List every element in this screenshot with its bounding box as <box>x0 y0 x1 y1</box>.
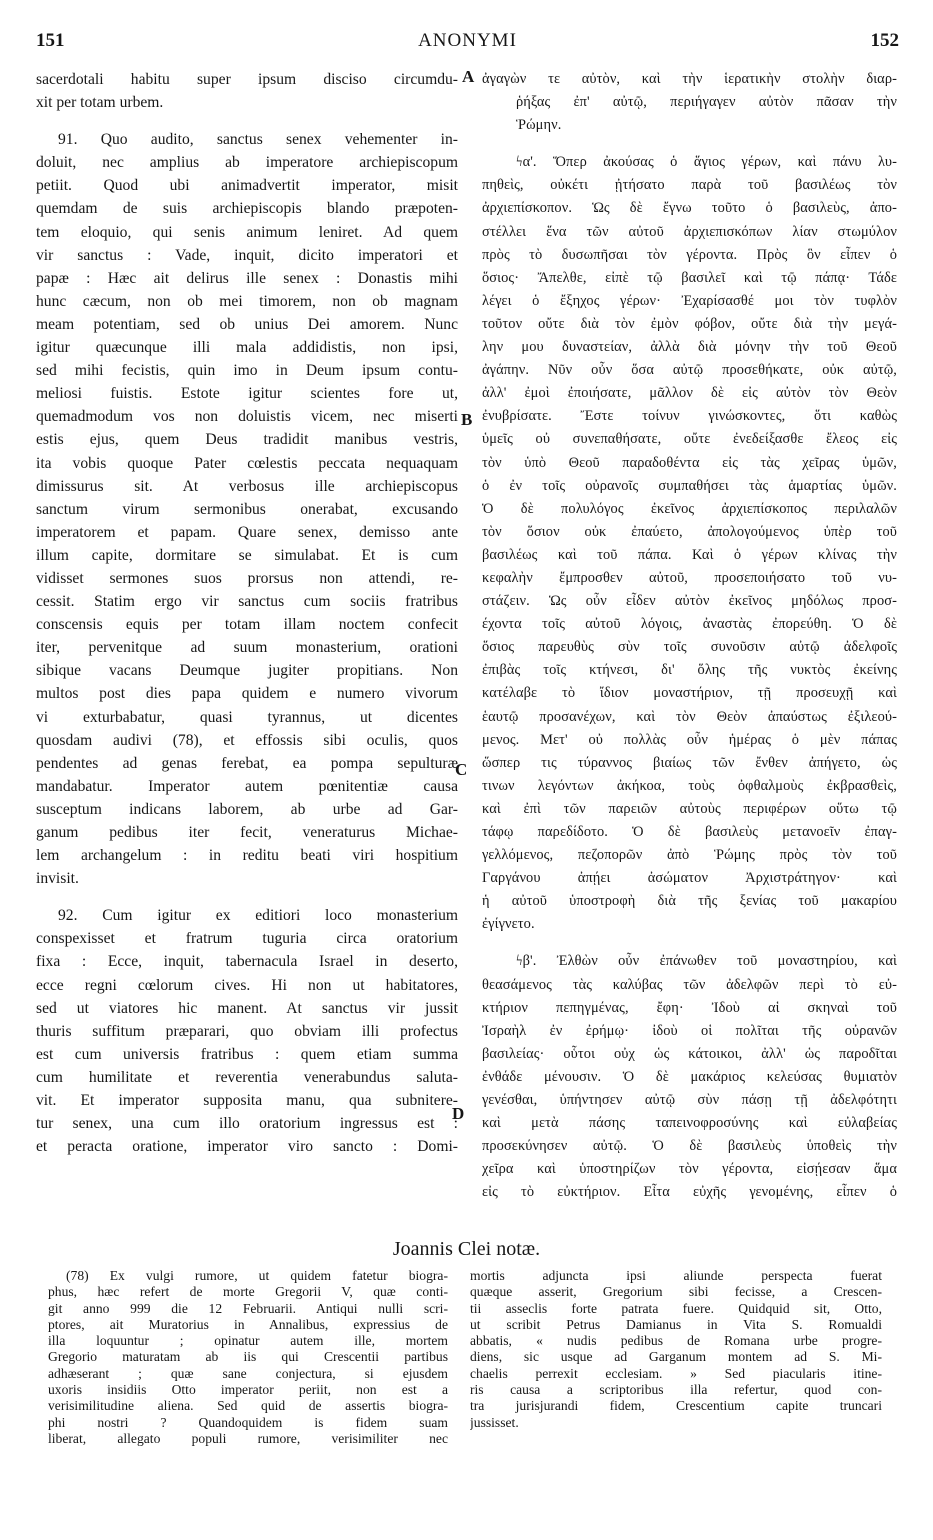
text-line: προσεκύνησεν αὐτῷ. Ὁ δὲ βασιλεὺς ὑποθεὶς τὴν <box>482 1138 897 1155</box>
text-line: πηθεὶς, οὐκέτι ᾐτήσατο παρὰ τοῦ βασιλέως τὸν <box>482 177 897 194</box>
text-line: quæque asserit, Gregorium sibi fecisse, a Crescen- <box>470 1284 882 1300</box>
text-line: λην μου δυναστείαν, ἀλλὰ διὰ μόνην τὴν τοῦ Θεοῦ <box>482 339 897 356</box>
text-line: Ἰσραὴλ ἐν ἐρήμῳ· ἰδοὺ οἱ πολῖται τῆς οὐρανῶν <box>482 1022 897 1039</box>
text-line: meam potentiam, sed ob unius Dei amorem. Nunc <box>36 315 458 333</box>
text-line: ϟβ'. Ἐλθὼν οὖν ἐπάνωθεν τοῦ μοναστηρίου, καὶ <box>516 953 897 970</box>
text-line: meliosi fuistis. Estote igitur scientes fore ut, <box>36 385 458 403</box>
text-line: uxoris insidiis Otto imperator periit, non est a <box>48 1382 448 1398</box>
text-line: τινων λεγόντων ἀκήκοα, τοὺς ὀφθαλμοὺς ἐκβρασθεὶς, <box>482 777 897 794</box>
text-line: jussisset. <box>470 1414 519 1430</box>
text-line: ὅσιος παρευθὺς σὺν τοῖς συνοῦσιν αὐτῷ ἀδελφοῖς <box>482 639 897 656</box>
notes-right-column <box>470 1268 882 1431</box>
text-line: et peracta oratione, imperator viro sancto : Domi- <box>36 1138 458 1156</box>
text-line: dimissurus sit. At verbosus ille archiepiscopus <box>36 477 458 495</box>
text-line: 92. Cum igitur ex editiori loco monasterium <box>58 907 458 925</box>
text-line: ecce regni cœlorum cives. Hi non ut habitatores, <box>36 976 458 994</box>
text-line: στέλλει ἕνα τῶν αὐτοῦ ἀρχιεπισκόπων λίαν στωμύλον <box>482 223 897 240</box>
text-line: τὸν ὅσιον οὐκ ἐπαύετο, ἀπολογούμενος ὑπὲρ τοῦ <box>482 523 897 540</box>
text-line: tem eloquio, qui senis animum leniret. Ad quem <box>36 223 458 241</box>
text-line: εἰς τὸ εὐκτήριον. Εἶτα εὐχῆς γενομένης, εἶπεν ὁ <box>482 1184 897 1201</box>
text-line: cum humilitate et reverentia venerabundus saluta- <box>36 1068 458 1086</box>
text-line: sed mihi fecistis, quin imo in Deum ipsum contu- <box>36 362 458 380</box>
text-line: κτήριον πεπηγμένας, ἔφη· Ἰδοὺ αἱ σκηναὶ τοῦ <box>482 999 897 1016</box>
margin-marker-a: A <box>462 67 475 86</box>
text-line: verisimilitudine aliena. Sed quid de assertis biogra- <box>48 1398 448 1414</box>
text-line: fixa : Ecce, inquit, tabernacula Israel in deserto, <box>36 953 458 971</box>
text-line: doluit, nec amplius ab imperatore archiepiscopum <box>36 154 458 172</box>
text-line: 91. Quo audito, sanctus senex vehementer in- <box>58 131 458 149</box>
text-line: βασιλέως καὶ τοῦ πάπα. Καὶ ὁ γέρων κλίνας τὴν <box>482 546 897 563</box>
text-line: θεασάμενος τὰς καλύβας τῶν ἀδελφῶν περὶ τὸ εὐ- <box>482 976 897 993</box>
text-line: στάζειν. Ὡς οὖν εἶδεν αὐτὸν ἐκεῖνος μηδόλως προσ- <box>482 593 897 610</box>
text-line: ἡ αὐτοῦ ὑποστροφὴ διὰ τῆς ξενίας τοῦ μακαρίου <box>482 893 897 910</box>
text-line: Ῥώμην. <box>516 117 562 134</box>
text-line: ut scribit Petrus Damianus in Vita S. Romualdi <box>470 1316 882 1332</box>
margin-marker-d: D <box>452 1104 465 1123</box>
latin-column <box>36 68 458 1158</box>
text-line: λέγει ὁ ἔξηχος γέρων· Ἐχαρίσασθέ μοι τὸν τυφλὸν <box>482 292 897 309</box>
text-line: hunc cæcum, non ob mei timorem, non ob magnam <box>36 292 458 310</box>
text-line: έχοντα τοῖς αὐτοῦ λόγοις, ἀναστὰς ἐπορεύθη. Ὁ δὲ <box>482 616 897 633</box>
text-line: sanctum virum sermonibus onerabat, excusando <box>36 500 458 518</box>
text-line: conspexisset et fratrum tuguria circa oratorium <box>36 930 458 948</box>
text-line: καὶ μετὰ πάσης ταπεινοφροσύνης καὶ εὐλαβείας <box>482 1115 897 1132</box>
text-line: mortis adjuncta ipsi aliunde perspecta fuerat <box>470 1268 882 1283</box>
text-line: tur senex, una cum illo oratorium ingressus est : <box>36 1115 458 1133</box>
text-line: thuris suffitum præparari, quo obviam illi profectus <box>36 1022 458 1040</box>
text-line: κατέλαβε τὸ ἴδιον μοναστήριον, τῇ προσευχῇ καὶ <box>482 685 897 702</box>
text-line: est cum universis fratribus : quem etiam summa <box>36 1045 458 1063</box>
text-line: illum capite, dormitare se simulabat. Et is cum <box>36 546 458 564</box>
text-line: mandabatur. Imperator autem pœnitentiæ causa <box>36 777 458 795</box>
text-line: pendentes ad genas ferebat, ea pompa sepulturæ <box>36 754 458 772</box>
running-header <box>36 30 899 54</box>
notes-left-column <box>48 1268 448 1447</box>
text-line: xit per totam urbem. <box>36 94 164 112</box>
text-line: γενέσθαι, ὑπήντησεν αὐτῷ σὺν πάσῃ τῇ ἀδελφότητι <box>482 1092 897 1109</box>
text-line: τὸν ὑπὸ Θεοῦ παραδοθέντα εἰς τὰς χεῖρας ὑμῶν, <box>482 454 897 471</box>
text-line: ganum pedibus iter fecit, veneraturus Michae- <box>36 824 458 841</box>
text-line: ἀλλ' ἐμοὶ ἐποιήσατε, μᾶλλον δὲ εἰς αὐτὸν τὸν Θεὸν <box>482 385 897 402</box>
text-line: ἀγάπην. Νῦν οὖν ὅσα αὐτῷ προσεθήκατε, οὐκ αὐτῷ, <box>482 362 897 379</box>
text-line: ἐγίγνετο. <box>482 916 535 933</box>
text-line: ἐπιβὰς τοῖς κτήνεσι, δι' ὅλης τῆς νυκτὸς ἐκείνης <box>482 662 897 679</box>
text-line: Ὁ δὲ πολυλόγος ἐκεῖνος ἀρχιεπίσκοπος περιλαλῶν <box>482 500 897 517</box>
text-line: susceptum indicans laborem, ab urbe ad Gar- <box>36 800 458 818</box>
text-line: papæ : Hæc ait delirus ille senex : Donastis mihi <box>36 269 458 287</box>
text-line: ῥήξας ἐπ' αὐτῷ, περιήγαγεν αὐτὸν πᾶσαν τὴν <box>516 94 897 111</box>
text-line: ἑαυτῷ προσανέχων, καὶ τὸν Θεὸν ἀπαύστως ἐξιλεού- <box>482 708 897 725</box>
text-line: ἐνθάδε μένουσιν. Ὁ δὲ μακάριος κελεύσας θυμιατὸν <box>482 1068 897 1085</box>
text-line: invisit. <box>36 870 79 888</box>
text-line: sacerdotali habitu super ipsum disciso circumdu- <box>36 71 458 88</box>
text-line: ὥσπερ τις τύραννος βιαίως τῶν ἔνθεν ἀπήγετο, ὡς <box>482 754 897 771</box>
text-line: quosdam audivi (78), et effossis sibi oculis, quos <box>36 731 458 749</box>
text-line: πρὸς τὸ δυσωπῆσαι τὸν γέροντα. Πρὸς ὃν εἶπεν ὁ <box>482 246 897 263</box>
text-line: imperatorem et papam. Quare senex, demisso ante <box>36 523 458 541</box>
text-line: liberat, allegato populi rumore, verisimiliter nec <box>48 1430 448 1446</box>
text-line: Gregorio maturatam ab iis qui Crescentii partibus <box>48 1349 448 1365</box>
text-line: abbatis, « nudis pedibus de Romana urbe progre- <box>470 1333 882 1349</box>
margin-marker-b: B <box>461 410 473 429</box>
text-line: μενος. Μετ' οὐ πολλὰς οὖν ἡμέρας ὁ μὲν πάπας <box>482 731 897 748</box>
text-line: vir sanctus : Vade, inquit, dicito imperatori et <box>36 246 458 264</box>
text-line: γελλόμενος, πεζοπορῶν ἀπὸ Ῥώμης πρὸς τὸν τοῦ <box>482 847 897 864</box>
text-line: ptores, ait Muratorius in Annalibus, expressius de <box>48 1316 448 1332</box>
running-title: ANONYMI <box>418 30 517 51</box>
text-line: καὶ ἐπὶ τῶν παρειῶν αὐτοὺς περιφέρων οὕτω τῷ <box>482 800 897 817</box>
text-line: ϟα'. Ὅπερ ἀκούσας ὁ ἅγιος γέρων, καὶ πάνυ λυ- <box>516 154 897 171</box>
text-line: ita vobis quoque Pater cœlestis peccata nequaquam <box>36 454 458 472</box>
greek-column <box>482 68 897 1205</box>
text-line: τάφῳ παρεδίδοτο. Ὁ δὲ βασιλεὺς μετανοεῖν ἐπαγ- <box>482 824 897 840</box>
text-line: ὑμεῖς οὐ συνεπαθήσατε, οὔτε ἐνεδείξασθε ἔλεος εἰς <box>482 431 897 448</box>
text-line: τοῦτον οὔτε διὰ τὸν ἐμὸν φόβον, οὔτε διὰ τὴν μεγά- <box>482 315 897 332</box>
text-line: χεῖρα καὶ ὑποστηρίζων τὸν γέροντα, εἰσῄεσαν ἅμα <box>482 1161 897 1178</box>
text-line: multos post dies papa quidem e numero vivorum <box>36 685 458 703</box>
text-line: diens, sic usque ad Garganum montem ad S. Mi- <box>470 1349 882 1365</box>
page-number-right: 152 <box>870 30 899 51</box>
margin-marker-c: C <box>455 760 468 779</box>
text-line: git anno 999 die 12 Februarii. Antiqui nulli scri- <box>48 1300 448 1316</box>
text-line: ὅσιος· Ἄπελθε, εἰπὲ τῷ βασιλεῖ καὶ τῷ πάπᾳ· Τάδε <box>482 269 897 286</box>
text-line: igitur quæcunque illi mala addidistis, non ipsi, <box>36 339 458 357</box>
text-line: ris causa a scriptoribus illa refertur, quod con- <box>470 1382 882 1398</box>
text-line: βασιλείας· οὗτοι οὐχ ὡς κάτοικοι, ἀλλ' ὡς παροδῖται <box>482 1045 897 1062</box>
text-line: κεφαλὴν ἔμπροσθεν αὐτοῦ, προσεποιήσατο τοῦ νυ- <box>482 569 897 586</box>
text-line: chaelis perrexit ecclesiam. » Sed piacularis itine- <box>470 1365 882 1381</box>
text-line: phi nostri ? Quandoquidem is fidem suam <box>48 1414 448 1430</box>
text-line: Γαργάνου ἀπῄει ἀσώματον Ἀρχιστράτηγον· καὶ <box>482 870 897 887</box>
text-line: iter, pervenitque ad suum monasterium, orationi <box>36 639 458 657</box>
text-line: tra jurisjurandi fidem, Crescentium capite truncari <box>470 1398 882 1414</box>
text-line: quemadmodum vos non doluistis vicem, nec miserti <box>36 408 458 426</box>
text-line: ἀγαγὼν τε αὐτὸν, καὶ τὴν ἱερατικὴν στολὴν διαρ- <box>482 71 897 87</box>
text-line: petiit. Quod ubi animadvertit imperator, misit <box>36 177 458 195</box>
page-number-left: 151 <box>36 30 65 51</box>
text-line: cessit. Statim ergo vir sanctus cum sociis fratribus <box>36 593 458 611</box>
notes-heading: Joannis Clei notæ. <box>392 1238 541 1260</box>
text-line: vidisset sermones suos prorsus non attendi, re- <box>36 569 458 587</box>
text-line: estis ejus, quem Deus tradidit manibus vestris, <box>36 431 458 449</box>
text-line: illa loquuntur ; opinatur autem ille, mortem <box>48 1333 448 1349</box>
text-line: sed ut viatores hic manent. At sanctus vir jussit <box>36 999 458 1017</box>
text-line: ἐνυβρίσατε. Ἔστε τοίνυν γινώσκοντες, ὅτι καθὼς <box>482 408 897 425</box>
text-line: adhæserant ; quæ sane conjectura, si ejusdem <box>48 1365 448 1381</box>
text-line: tii asseclis forte patrata fuere. Quidquid sit, Otto, <box>470 1300 882 1316</box>
text-line: (78) Ex vulgi rumore, ut quidem fatetur biogra- <box>66 1268 448 1283</box>
text-line: vi exturbabatur, quasi tyrannus, ut dicentes <box>36 708 458 726</box>
text-line: sibique vacans Deumque jugiter propitians. Non <box>36 662 458 680</box>
text-line: conscensis equis per totam illam noctem confecit <box>36 616 458 634</box>
text-line: phus, hæc refert de morte Gregorii V, quæ conti- <box>48 1284 448 1300</box>
text-line: quemdam de suis archiepiscopis blando præpoten- <box>36 200 458 218</box>
text-line: vit. Et imperator supposita manu, qua subnitere- <box>36 1092 458 1110</box>
text-line: ὁ ἐν τοῖς οὐρανοῖς συμπαθήσει τὰς ἁμαρτίας ὑμῶν. <box>482 477 897 494</box>
text-line: lem archangelum : in reditu beati viri hospitium <box>36 847 458 865</box>
text-line: ἀρχιεπίσκοπον. Ὡς δὲ ἔγνω τοῦτο ὁ βασιλεὺς, ἀπο- <box>482 200 897 217</box>
